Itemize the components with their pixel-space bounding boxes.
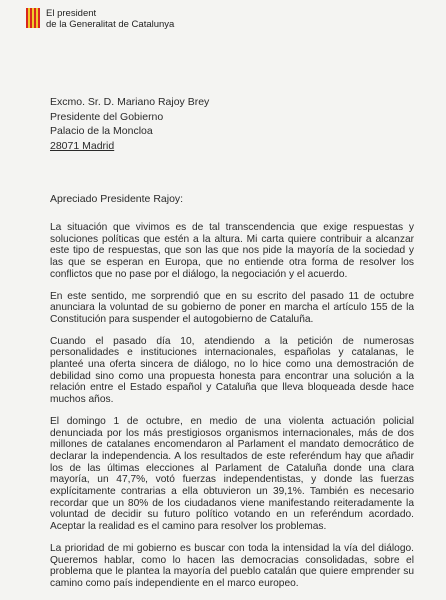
recipient-postcode: 28071 Madrid xyxy=(50,139,115,152)
body-paragraph: El domingo 1 de octubre, en medio de una violenta actuación policial denunciada por los más prestigiosos organismos internacionales, más de dos millones de catalanes encomendaron al Parlament el mandato democrático de declarar la independencia. A los resultados de este referéndum hay que añadir los de las últimas elecciones al Parlament de Cataluña donde una clara mayoría, un 47,7%, votó fuerzas independentistas, y donde las fuerzas explícitamente contrarias a ella obtuvieron un 39,1%. También es necesario recordar que un 80% de los ciudadanos viene manifestando reiteradamente la voluntad de decidir su futuro político votando en un referéndum acordado. Aceptar la realidad es el camino para resolver los problemas. xyxy=(50,415,414,533)
recipient-location: Palacio de la Moncloa xyxy=(50,125,153,137)
body-paragraph: Cuando el pasado día 10, atendiendo a la petición de numerosas personalidades e instituciones internacionales, españolas y catalanas, le planteé una oferta sincera de diálogo, no lo hice como una demostración de debilidad sino como una propuesta honesta para encontrar una solución a la relación entre el Estado español y Cataluña que lleva bloqueada desde hace muchos años. xyxy=(50,335,414,406)
letter-greeting: Apreciado Presidente Rajoy: xyxy=(50,193,184,205)
body-paragraph: La prioridad de mi gobierno es buscar con toda la intensidad la vía del diálogo. Queremos hablar, como lo hacen las democracias consolidadas, sobre el problema que le plantea la mayoría del pueblo catalán que quiere emprender su camino como país independiente en el marco europeo. xyxy=(50,542,414,589)
letterhead-text xyxy=(46,8,174,30)
senyera-flag-icon xyxy=(26,8,40,28)
recipient-title: Presidente del Gobierno xyxy=(50,110,164,123)
body-paragraph: La situación que vivimos es de tal transcendencia que exige respuestas y soluciones políticas que estén a la altura. Mi carta quiere contribuir a alcanzar este tipo de respuestas, que son las que nos pide la mayoría de la sociedad y las que se esperan en Europa, que no entiende otra forma de resolver los conflictos que no pase por el diálogo, la negociación y el acuerdo. xyxy=(50,222,414,280)
letter-body xyxy=(50,222,414,600)
letterhead-line-1: El president xyxy=(46,8,97,19)
recipient-address xyxy=(50,95,209,153)
generalitat-logo xyxy=(26,8,174,30)
body-paragraph: En este sentido, me sorprendió que en su escrito del pasado 11 de octubre anunciara la voluntad de su gobierno de poner en marcha el artículo 155 de la Constitución para suspender el autogobierno de Cataluña. xyxy=(50,290,414,325)
recipient-name: Excmo. Sr. D. Mariano Rajoy Brey xyxy=(50,96,210,108)
letterhead-line-2: de la Generalitat de Catalunya xyxy=(46,19,175,30)
